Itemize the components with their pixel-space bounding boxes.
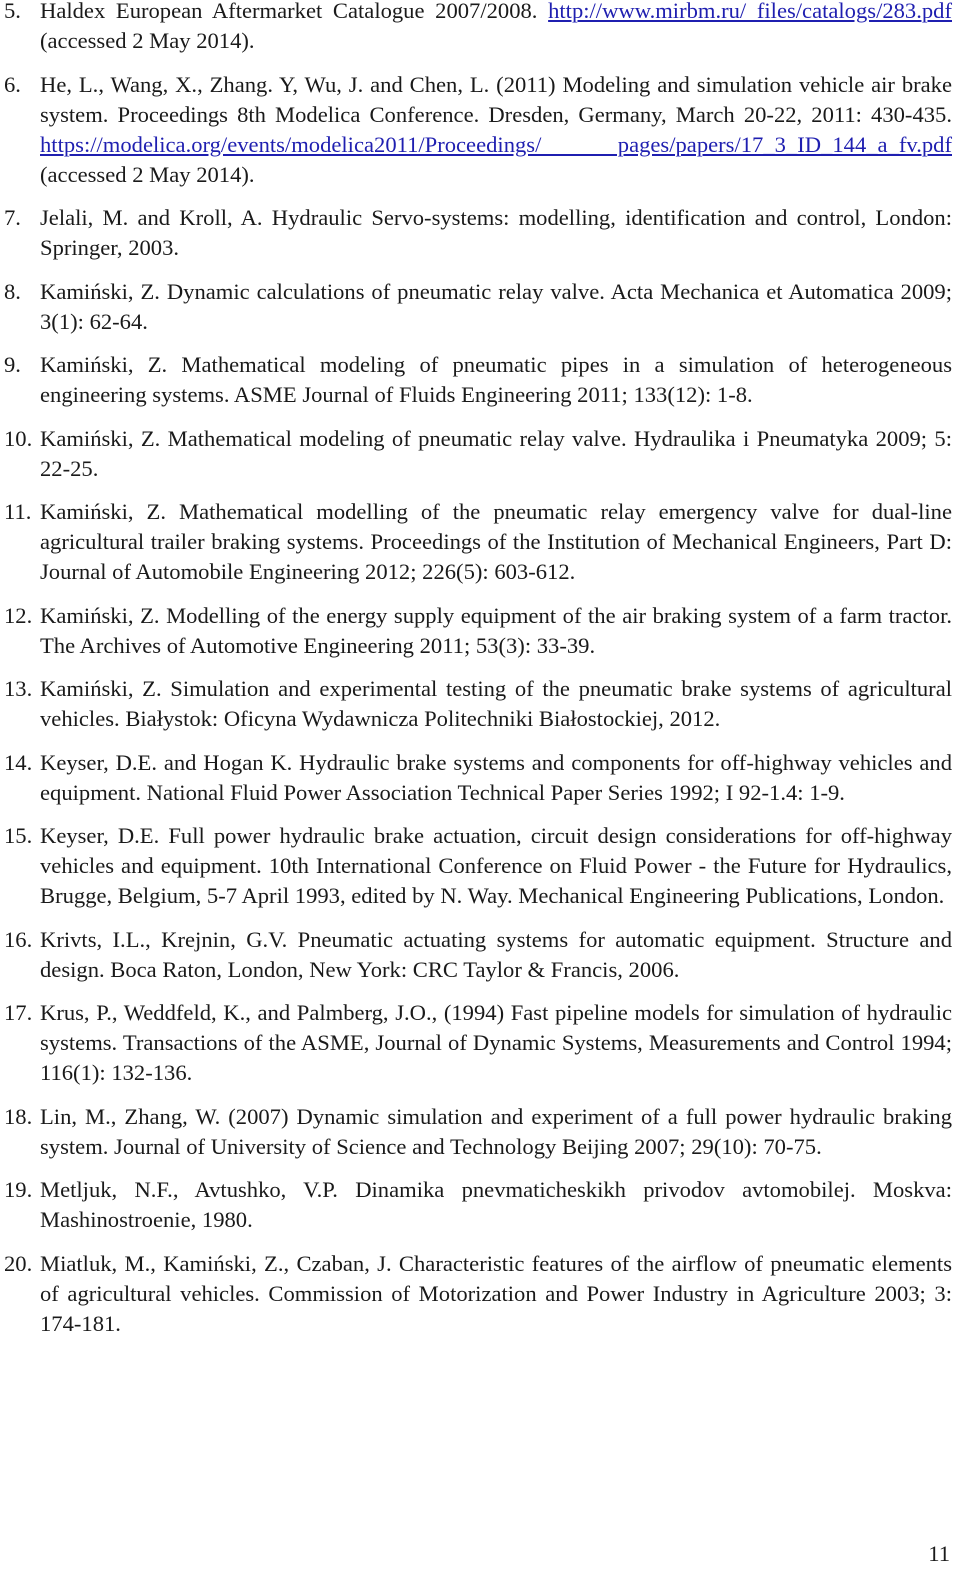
reference-item bbox=[0, 748, 960, 808]
reference-item bbox=[0, 350, 960, 410]
reference-number: 15. bbox=[4, 823, 33, 848]
reference-number: 13. bbox=[4, 676, 33, 701]
reference-number: 9. bbox=[4, 352, 21, 377]
reference-item bbox=[0, 424, 960, 484]
reference-item bbox=[0, 1249, 960, 1339]
reference-url-link[interactable]: https://modelica.org/events/modelica2011/Proceedings/ pages/papers/17_3_ID_144_a_fv.pdf bbox=[40, 131, 952, 157]
reference-url-link[interactable]: http://www.mirbm.ru/ files/catalogs/283.pdf bbox=[548, 0, 952, 23]
reference-text: Jelali, M. and Kroll, A. Hydraulic Servo-systems: modelling, identification and control, London: Springer, 2003. bbox=[40, 205, 952, 260]
reference-item bbox=[0, 674, 960, 734]
reference-text: Kamiński, Z. Mathematical modelling of the pneumatic relay emergency valve for dual-line agricultural trailer braking systems. Proceedings of the Institution of Mechanical Engineers, Part D: Journal of Automobile Engineering 2012; 226(5): 603-612. bbox=[40, 499, 952, 584]
reference-number: 7. bbox=[4, 205, 21, 230]
reference-text: Krus, P., Weddfeld, K., and Palmberg, J.O., (1994) Fast pipeline models for simulation of hydraulic systems. Transactions of the ASME, Journal of Dynamic Systems, Measurements and Control 1994; 116(1): 132-136. bbox=[40, 1000, 952, 1085]
reference-text: Metljuk, N.F., Avtushko, V.P. Dinamika pnevmaticheskikh privodov avtomobilej. Moskva: Mashinostroenie, 1980. bbox=[40, 1177, 952, 1232]
reference-text: Kamiński, Z. Mathematical modeling of pneumatic relay valve. Hydraulika i Pneumatyka 2009; 5: 22-25. bbox=[40, 425, 952, 481]
reference-item bbox=[0, 70, 960, 190]
reference-text: Krivts, I.L., Krejnin, G.V. Pneumatic actuating systems for automatic equipment. Structure and design. Boca Raton, London, New York: CRC Taylor & Francis, 2006. bbox=[40, 926, 952, 982]
reference-text: Kamiński, Z. Mathematical modeling of pneumatic pipes in a simulation of heterogeneous engineering systems. ASME Journal of Fluids Engineering 2011; 133(12): 1-8. bbox=[40, 352, 952, 407]
reference-number: 18. bbox=[4, 1103, 33, 1129]
reference-text: Lin, M., Zhang, W. (2007) Dynamic simulation and experiment of a full power hydraulic braking system. Journal of University of Science and Technology Beijing 2007; 29(10): 70-75. bbox=[40, 1103, 952, 1159]
reference-text: Miatluk, M., Kamiński, Z., Czaban, J. Characteristic features of the airflow of pneumatic elements of agricultural vehicles. Commission of Motorization and Power Industry in Agriculture 2003; 3: 174-181. bbox=[40, 1250, 952, 1336]
reference-number: 5. bbox=[4, 0, 21, 23]
reference-text: Haldex European Aftermarket Catalogue 2007/2008. bbox=[40, 0, 549, 23]
reference-text: Kamiński, Z. Simulation and experimental testing of the pneumatic brake systems of agricultural vehicles. Białystok: Oficyna Wydawnicza Politechniki Białostockiej, 2012. bbox=[40, 676, 952, 731]
reference-number: 10. bbox=[4, 425, 33, 451]
reference-number: 8. bbox=[4, 278, 21, 304]
reference-text: Kamiński, Z. Modelling of the energy supply equipment of the air braking system of a farm tractor. The Archives of Automotive Engineering 2011; 53(3): 33-39. bbox=[40, 602, 952, 658]
reference-text: Keyser, D.E. and Hogan K. Hydraulic brake systems and components for off-highway vehicles and equipment. National Fluid Power Association Technical Paper Series 1992; I 92-1.4: 1-9. bbox=[40, 749, 952, 805]
reference-text: Keyser, D.E. Full power hydraulic brake actuation, circuit design considerations for off-highway vehicles and equipment. 10th International Conference on Fluid Power - the Future for Hydraulics, Brugge, Belgium, 5-7 April 1993, edited by N. Way. Mechanical Engineering Publications, London. bbox=[40, 823, 952, 908]
reference-number: 19. bbox=[4, 1177, 33, 1202]
reference-item bbox=[0, 998, 960, 1088]
reference-item bbox=[0, 1102, 960, 1162]
reference-number: 20. bbox=[4, 1250, 33, 1276]
page-number: 11 bbox=[928, 1541, 950, 1566]
reference-item bbox=[0, 277, 960, 337]
reference-text: Kamiński, Z. Dynamic calculations of pneumatic relay valve. Acta Mechanica et Automatica 2009; 3(1): 62-64. bbox=[40, 278, 952, 334]
reference-item bbox=[0, 1175, 960, 1235]
reference-item bbox=[0, 497, 960, 587]
reference-item bbox=[0, 203, 960, 263]
reference-item bbox=[0, 601, 960, 661]
reference-item bbox=[0, 821, 960, 911]
reference-text: (accessed 2 May 2014). bbox=[40, 28, 255, 53]
reference-text: He, L., Wang, X., Zhang. Y, Wu, J. and Chen, L. (2011) Modeling and simulation vehicle air brake system. Proceedings 8th Modelica Conference. Dresden, Germany, March 20-22, 2011: 430-435. bbox=[40, 71, 952, 127]
reference-number: 12. bbox=[4, 602, 33, 628]
reference-text: (accessed 2 May 2014). bbox=[40, 161, 255, 187]
reference-number: 11. bbox=[4, 499, 32, 524]
reference-item bbox=[0, 0, 960, 56]
reference-number: 6. bbox=[4, 71, 21, 97]
reference-number: 16. bbox=[4, 926, 33, 952]
reference-number: 17. bbox=[4, 1000, 33, 1025]
reference-item bbox=[0, 925, 960, 985]
reference-number: 14. bbox=[4, 749, 33, 775]
